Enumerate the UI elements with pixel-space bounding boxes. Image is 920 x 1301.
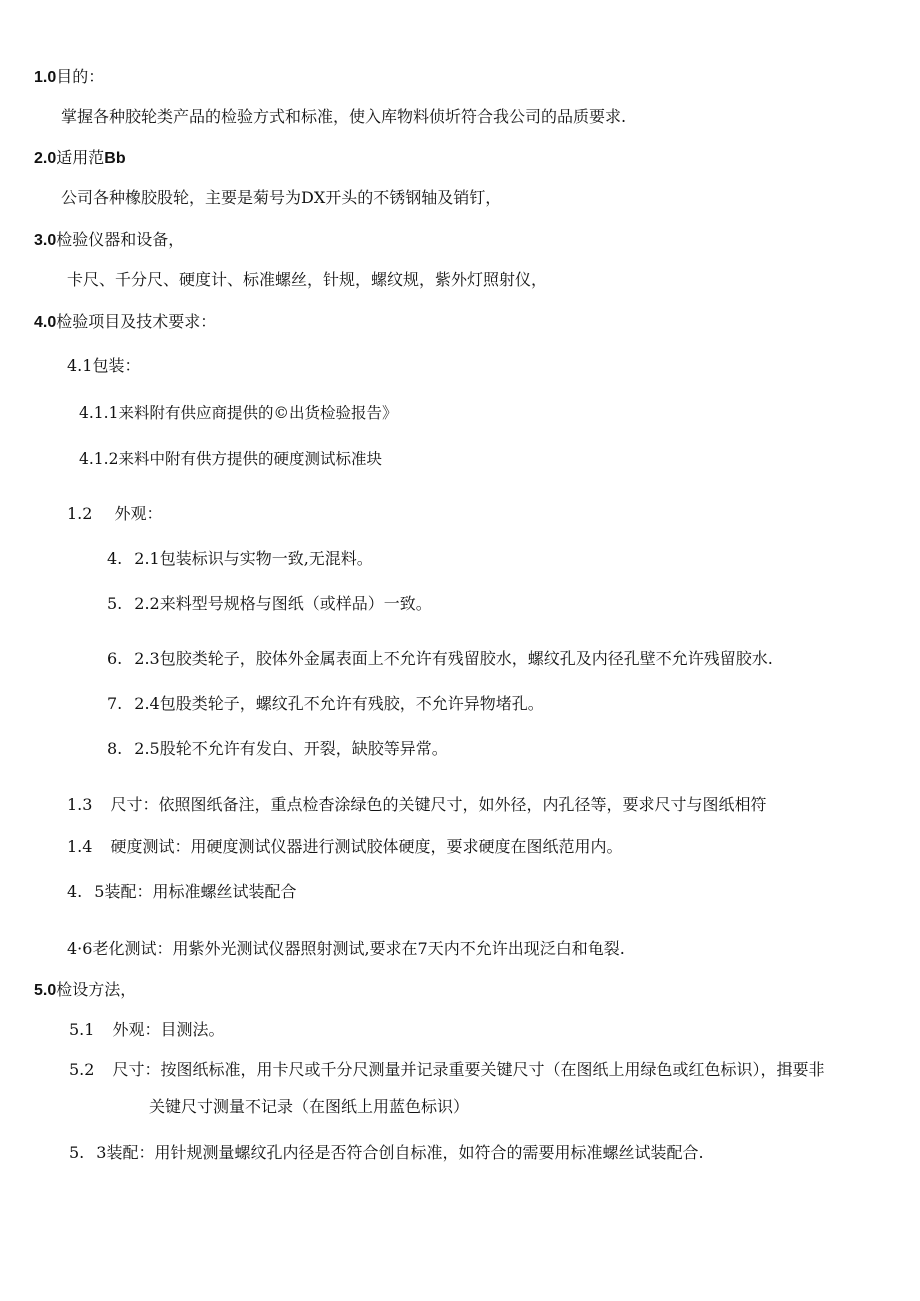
section-3-heading — [34, 230, 184, 251]
size-requirement — [67, 795, 766, 815]
item-text: 硬度测试：用硬度测试仪器进行测试胶体硬度，要求硬度在图纸范用内。 — [110, 837, 623, 856]
section-2-body: 公司各种橡胶股轮，主要是菊号为DX开头的不锈钢轴及销钉， — [61, 188, 502, 207]
item-number: 1.4 — [67, 837, 93, 856]
section-title: 检验项目及技术要求： — [56, 312, 217, 331]
item-text: 3装配：用针规测量螺纹孔内径是否符合创自标准，如符合的需要用标准螺丝试装配合. — [96, 1143, 704, 1162]
section-title: 目的： — [56, 67, 105, 86]
section-number: 5.0 — [34, 982, 57, 999]
section-title-suffix: Bb — [104, 150, 126, 167]
hardness-requirement — [67, 837, 622, 857]
section-3-body: 卡尺、千分尺、硬度计、标准螺丝，针规，螺纹规，紫外灯照射仪， — [67, 270, 548, 289]
packaging-item: 4.1.2来料中附有供方提供的硬度测试标准块 — [79, 450, 382, 468]
item-number: 8. — [107, 739, 123, 758]
item-text: 2.1包装标识与实物一致,无混料。 — [134, 549, 373, 568]
section-4-heading — [34, 312, 216, 333]
section-5-heading — [34, 980, 136, 1001]
item-text: 尺寸：按图纸标准，用卡尺或千分尺测量并记录重要关键尺寸（在图纸上用绿色或红色标识），揖要非 — [112, 1060, 825, 1079]
packaging-heading: 4.1包装： — [67, 356, 141, 375]
appearance-heading — [67, 504, 162, 524]
item-number: 4. — [67, 882, 83, 901]
item-number: 6. — [107, 649, 123, 668]
section-1-heading — [34, 67, 104, 88]
method-item-continuation: 关键尺寸测量不记录（在图纸上用蓝色标识） — [149, 1097, 470, 1116]
item-number: 5.2 — [69, 1060, 95, 1079]
section-2-heading — [34, 148, 126, 169]
appearance-item — [107, 739, 448, 759]
method-item — [69, 1060, 824, 1080]
item-number: 5. — [107, 594, 123, 613]
item-number: 5.1 — [69, 1020, 95, 1039]
item-text: 2.4包股类轮子，螺纹孔不允许有残胶，不允许异物堵孔。 — [134, 694, 544, 713]
section-1-body: 掌握各种胶轮类产品的检验方式和标准，使入库物料侦圻符合我公司的品质要求. — [61, 107, 627, 126]
item-text: 2.5股轮不允许有发白、开裂，缺胶等异常。 — [134, 739, 448, 758]
item-number: 1.3 — [67, 795, 93, 814]
method-item — [69, 1143, 704, 1163]
item-number: 7. — [107, 694, 123, 713]
appearance-item — [107, 694, 544, 714]
item-title: 外观： — [114, 504, 163, 523]
item-number: 5. — [69, 1143, 85, 1162]
item-text: 5装配：用标准螺丝试装配合 — [94, 882, 297, 901]
section-title: 检验仪器和设备， — [56, 230, 185, 249]
item-text: 2.2来料型号规格与图纸（或样品）一致。 — [134, 594, 432, 613]
section-number: 2.0 — [34, 150, 57, 167]
item-text: 尺寸：依照图纸备注，重点检杳涂绿色的关键尺寸，如外径，内孔径等，要求尺寸与图纸相符 — [110, 795, 767, 814]
section-number: 3.0 — [34, 232, 57, 249]
assembly-requirement — [67, 882, 296, 902]
appearance-item — [107, 649, 773, 669]
section-number: 4.0 — [34, 314, 57, 331]
appearance-item — [107, 594, 432, 614]
item-number: 4. — [107, 549, 123, 568]
item-text: 外观：目测法。 — [112, 1020, 225, 1039]
item-number: 1.2 — [67, 504, 93, 523]
packaging-item: 4.1.1来料附有供应商提供的©出货检验报告》 — [79, 404, 398, 422]
section-title: 检设方法， — [56, 980, 137, 999]
appearance-item — [107, 549, 373, 569]
method-item — [69, 1020, 224, 1040]
section-number: 1.0 — [34, 69, 57, 86]
aging-requirement: 4·6老化测试：用紫外光测试仪器照射测试,要求在7天内不允许出现泛白和龟裂. — [67, 939, 625, 958]
section-title: 适用范 — [56, 148, 105, 167]
item-text: 2.3包胶类轮子，胶体外金属表面上不允许有残留胶水，螺纹孔及内径孔壁不允许残留胶水. — [134, 649, 773, 668]
